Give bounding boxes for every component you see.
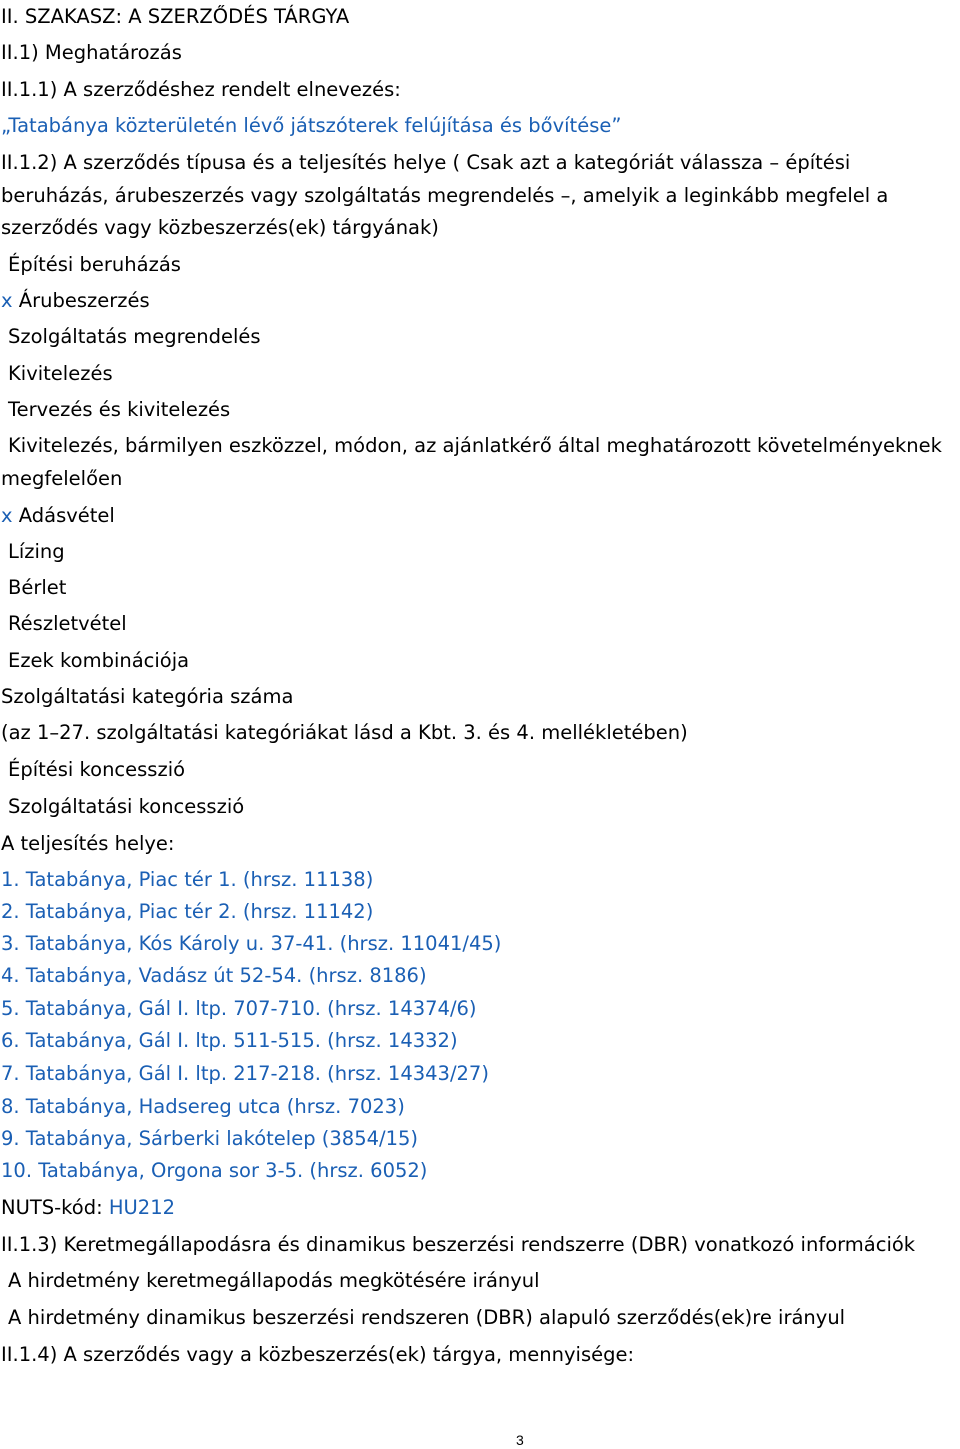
location-item: 4. Tatabánya, Vadász út 52-54. (hrsz. 8186) xyxy=(1,964,427,987)
option-adasvetel-label: Adásvétel xyxy=(18,504,115,527)
page-number: 3 xyxy=(516,1432,524,1448)
option-barmilyen-1: Kivitelezés, bármilyen eszközzel, módon, az ajánlatkérő által meghatározott követelményeknek xyxy=(8,434,942,457)
elnevezes-value: „Tatabánya közterületén lévő játszóterek felújítása és bővítése” xyxy=(1,114,622,137)
nuts-label: NUTS-kód: xyxy=(1,1196,103,1219)
option-aru-label: Árubeszerzés xyxy=(18,289,150,312)
location-item: 2. Tatabánya, Piac tér 2. (hrsz. 11142) xyxy=(1,900,374,923)
meghatarozas-heading: II.1) Meghatározás xyxy=(1,41,182,64)
location-item: 7. Tatabánya, Gál I. ltp. 217-218. (hrsz. 14343/27) xyxy=(1,1062,489,1085)
nuts-value: HU212 xyxy=(108,1196,176,1219)
location-item: 3. Tatabánya, Kós Károly u. 37-41. (hrsz. 11041/45) xyxy=(1,932,502,955)
tipus-line-2: beruházás, árubeszerzés vagy szolgáltatás megrendelés –, amelyik a leginkább megfelel a xyxy=(1,184,889,207)
szolg-kat-note: (az 1–27. szolgáltatási kategóriákat lásd a Kbt. 3. és 4. mellékletében) xyxy=(1,721,688,744)
keret-option-2: A hirdetmény dinamikus beszerzési rendszeren (DBR) alapuló szerződés(ek)re irányul xyxy=(8,1306,846,1329)
location-item: 10. Tatabánya, Orgona sor 3-5. (hrsz. 6052) xyxy=(1,1159,428,1182)
location-item: 9. Tatabánya, Sárberki lakótelep (3854/15) xyxy=(1,1127,419,1150)
option-szolg-konc: Szolgáltatási koncesszió xyxy=(8,795,245,818)
option-kombinacio: Ezek kombinációja xyxy=(8,649,190,672)
option-reszlet: Részletvétel xyxy=(8,612,127,635)
targy-title: II.1.4) A szerződés vagy a közbeszerzés(ek) tárgya, mennyisége: xyxy=(1,1343,635,1366)
tipus-line-3: szerződés vagy közbeszerzés(ek) tárgyának) xyxy=(1,216,439,239)
option-epitesi-konc: Építési koncesszió xyxy=(8,758,186,781)
elnevezes-label: II.1.1) A szerződéshez rendelt elnevezés: xyxy=(1,78,401,101)
checked-mark: x xyxy=(1,289,13,312)
keret-title: II.1.3) Keretmegállapodásra és dinamikus beszerzési rendszerre (DBR) vonatkozó információk xyxy=(1,1233,916,1256)
option-tervezes: Tervezés és kivitelezés xyxy=(8,398,231,421)
option-epitesi: Építési beruházás xyxy=(8,253,181,276)
location-item: 8. Tatabánya, Hadsereg utca (hrsz. 7023) xyxy=(1,1095,405,1118)
option-kivitelezes: Kivitelezés xyxy=(8,362,113,385)
keret-option-1: A hirdetmény keretmegállapodás megkötésére irányul xyxy=(8,1269,540,1292)
szolg-kat: Szolgáltatási kategória száma xyxy=(1,685,294,708)
helye-label: A teljesítés helye: xyxy=(1,832,175,855)
option-szolg: Szolgáltatás megrendelés xyxy=(8,325,261,348)
location-item: 5. Tatabánya, Gál I. ltp. 707-710. (hrsz. 14374/6) xyxy=(1,997,477,1020)
option-adasvetel xyxy=(1,506,115,526)
checked-mark: x xyxy=(1,504,13,527)
option-barmilyen-2: megfelelően xyxy=(1,467,123,490)
nuts-code xyxy=(1,1198,175,1218)
section-title: II. SZAKASZ: A SZERZŐDÉS TÁRGYA xyxy=(1,5,350,28)
option-berlet: Bérlet xyxy=(8,576,67,599)
tipus-line-1: II.1.2) A szerződés típusa és a teljesítés helye ( Csak azt a kategóriát válassza – építési xyxy=(1,151,851,174)
location-item: 1. Tatabánya, Piac tér 1. (hrsz. 11138) xyxy=(1,868,374,891)
location-item: 6. Tatabánya, Gál I. ltp. 511-515. (hrsz. 14332) xyxy=(1,1029,458,1052)
option-aru xyxy=(1,291,150,311)
option-lizing: Lízing xyxy=(8,540,65,563)
